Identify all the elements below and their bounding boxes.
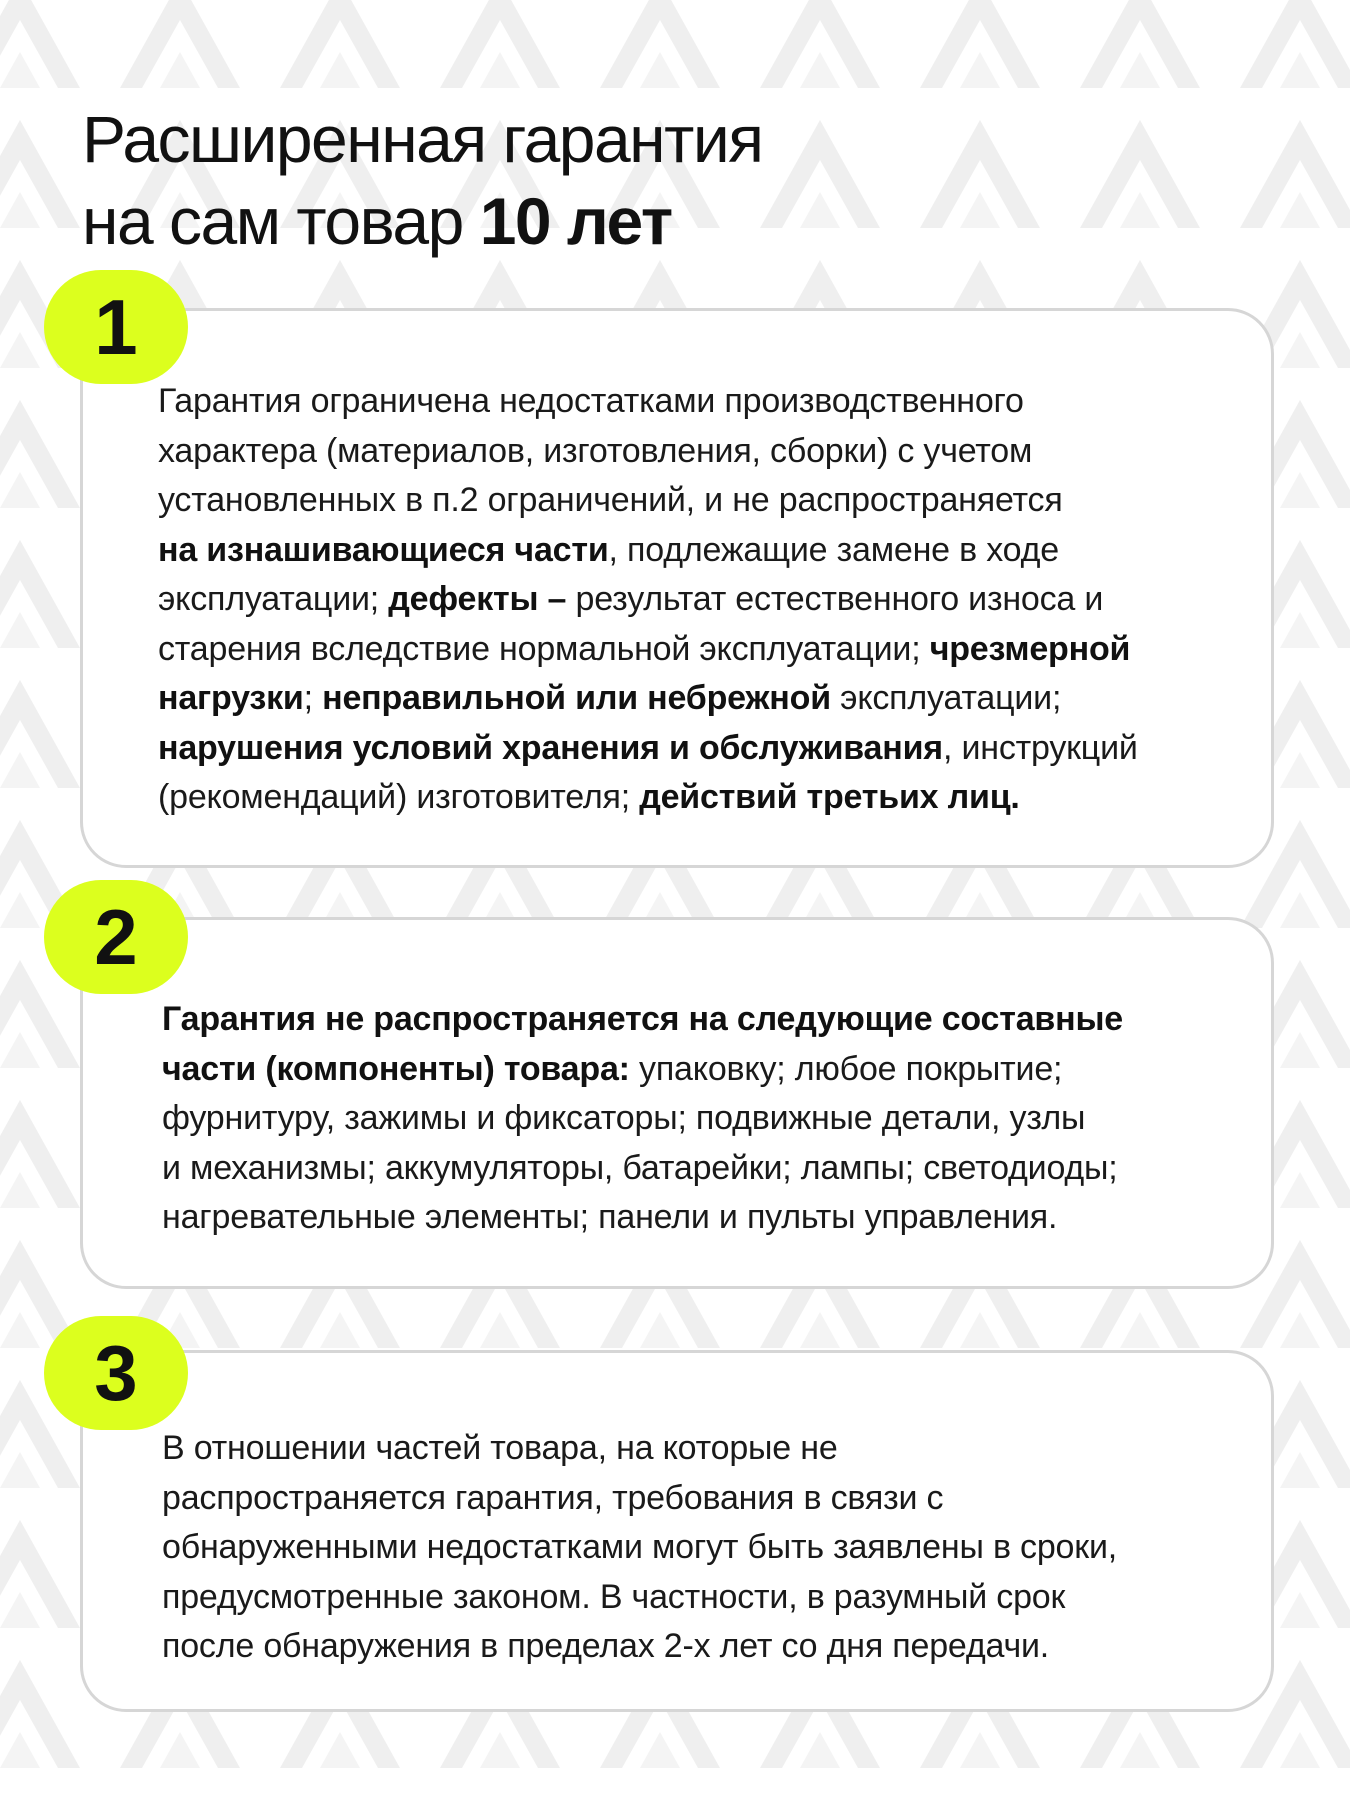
card-1-segment: эксплуатации; [830,679,1062,717]
title-line-2-prefix: на сам товар [82,184,480,258]
card-3-segment: распространяется гарантия, требования в связи с [162,1478,944,1517]
card-1-bold-segment: чрезмерной [929,629,1131,668]
card-3-segment: В отношении частей товара, на которые не [162,1429,838,1467]
card-3-segment: предусмотренные законом. В частности, в разумный срок [162,1577,1066,1616]
number-badge-3: 3 [44,1316,188,1430]
card-2-segment: нагревательные элементы; панели и пульты управления. [162,1198,1058,1236]
number-badge-2: 2 [44,880,188,994]
card-1-segment: ; [303,679,323,717]
card-1-bold-segment: нагрузки [158,679,304,717]
card-1-segment: , подлежащие замене в ходе [608,530,1059,569]
number-badge-1: 1 [44,270,188,384]
card-2-segment: и механизмы; аккумуляторы, батарейки; лампы; светодиоды; [162,1148,1118,1187]
page-title [82,98,762,262]
card-1-bold-segment: на изнашивающиеся части [158,530,609,569]
card-2-text [162,995,1262,1243]
title-line-1: Расширенная гарантия [82,102,763,176]
card-3-segment: после обнаружения в пределах 2-х лет со дня передачи. [162,1627,1050,1665]
card-1-segment: установленных в п.2 ограничений, и не распространяется [158,481,1063,519]
card-2-bold-segment: части (компоненты) товара: [162,1049,630,1088]
card-3-segment: обнаруженными недостатками могут быть заявлены в сроки, [162,1528,1117,1566]
card-1-segment: эксплуатации; [158,580,389,618]
card-1-bold-segment: действий третьих лиц. [639,778,1020,816]
card-1-segment: результат естественного износа и [566,580,1104,618]
card-3-text [162,1424,1262,1672]
card-2-segment: фурнитуру, зажимы и фиксаторы; подвижные детали, узлы [162,1099,1086,1137]
card-1-bold-segment: дефекты – [388,580,567,618]
card-1-text [158,377,1258,823]
card-2-segment: упаковку; любое покрытие; [629,1049,1063,1088]
card-1-segment: характера (материалов, изготовления, сборки) с учетом [158,431,1033,470]
card-1-segment: старения вследствие нормальной эксплуатации; [158,629,930,668]
card-1-bold-segment: неправильной или небрежной [322,679,831,717]
card-2-bold-segment: Гарантия не распространяется на следующие составные [162,1000,1123,1038]
card-1-segment: , инструкций [942,728,1138,767]
card-1-segment: Гарантия ограничена недостатками производственного [158,382,1024,420]
title-line-2-bold: 10 лет [479,184,672,258]
card-1-bold-segment: нарушения условий хранения и обслуживания [158,728,943,767]
card-1-segment: (рекомендаций) изготовителя; [158,778,640,816]
